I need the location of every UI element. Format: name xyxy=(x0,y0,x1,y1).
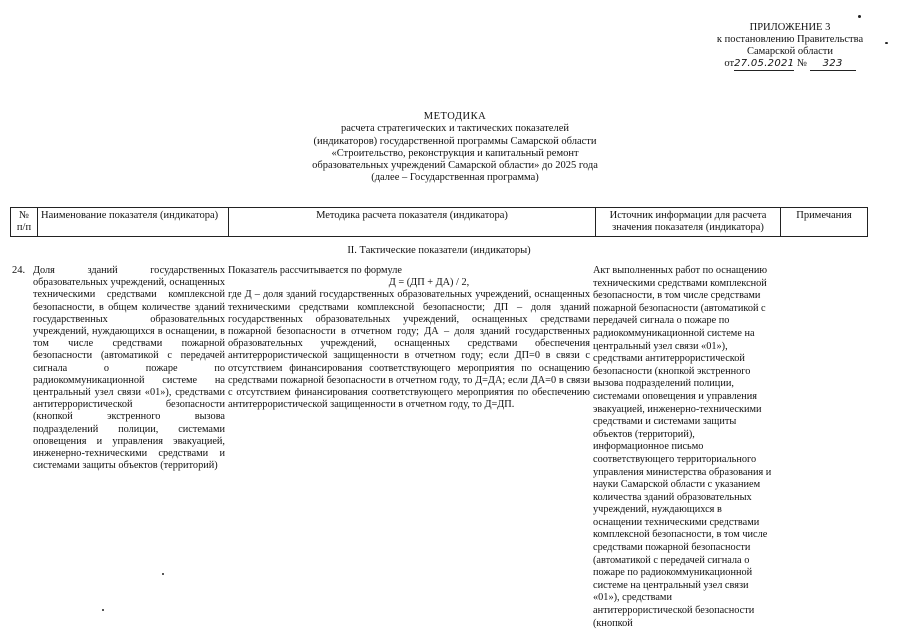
method-body: где Д – доля зданий государственных образовательных учреждений, оснащенных техническими средствами комплексной безопасности; ДП – доля зданий государственных образовательных учреждений, оснащенных средствами пожарной безопасности в отчетном году; ДА – доля зданий государственных образовательных учреждений, оснащенных средствами обеспечения антитеррористической защищенности в отчетном году; если ДП=0 в связи с отсутствием финансирования соответствующего мероприятия по оснащению средствами пожарной безопасности в отчетном году, то Д=ДА; если ДА=0 в связи с отсутствием финансирования соответствующего мероприятия по обеспечению антитеррористической защищенности в отчетном году, то Д=ДП. xyxy=(228,289,590,411)
header-indicator-name: Наименование показателя (индикатора) xyxy=(38,208,229,237)
scan-dot xyxy=(885,42,888,44)
title-line: (далее – Государственная программа) xyxy=(371,172,539,184)
method-cell xyxy=(228,265,590,411)
method-intro: Показатель рассчитывается по формуле xyxy=(228,265,402,276)
table-header xyxy=(10,207,868,237)
scan-dot xyxy=(858,15,861,18)
appendix-title: ПРИЛОЖЕНИЕ 3 xyxy=(749,22,831,33)
appendix-date-line xyxy=(700,58,880,71)
decree-date: 27.05.2021 xyxy=(734,58,795,69)
formula: Д = (ДП + ДА) / 2, xyxy=(388,277,470,289)
header-number: № п/п xyxy=(11,208,38,237)
scan-dot xyxy=(102,609,104,611)
appendix-line-1: к постановлению Правительства xyxy=(716,34,864,45)
section-title: II. Тактические показатели (индикаторы) xyxy=(347,245,531,256)
header-source: Источник информации для расчета значения показателя (индикатора) xyxy=(596,208,781,237)
indicator-name: Доля зданий государственных образовательных учреждений, оснащенных техническими средствами комплексной безопасности, в общем количестве зданий государственных образовательных учреждений, нуждающихся в оснащении, в том числе средствами пожарной безопасности (автоматикой с передачей сигнала о пожаре по радиокоммуникационной системе на центральный узел связи «01»), средствами антитеррористической безопасности (кнопкой экстренного вызова подразделений полиции, системами оповещения и управления эвакуацией, инженерно-техническими средствами и системами защиты объектов (территорий) xyxy=(33,265,225,472)
source-cell: Акт выполненных работ по оснащению техническими средствами комплексной безопасности, в том числе средствами пожарной безопасности (автоматикой с передачей сигнала о пожаре по радиокоммуникационной системе на центральный узел связи «01»), средствами антитеррористической безопасности (кнопкой экстренного вызова подразделений полиции, системами оповещения и управления эвакуацией, инженерно-техническими средствами и системами защиты объектов (территорий), информационное письмо соответствующего территориального управления министерства образования и науки Самарской области с указанием количества зданий образовательных учреждений, нуждающихся в оснащении техническими средствами комплексной безопасности, в том числе средствами пожарной безопасности (автоматикой с передачей сигнала о пожаре по радиокоммуникационной системе на центральный узел связи «01»), средствами антитеррористической безопасности (кнопкой xyxy=(593,265,772,629)
date-prefix: от xyxy=(724,58,735,69)
title-line: «Строительство, реконструкция и капитальный ремонт xyxy=(331,147,579,159)
header-method: Методика расчета показателя (индикатора) xyxy=(229,208,596,237)
decree-number: 323 xyxy=(810,58,856,71)
appendix-block xyxy=(700,22,880,71)
title-line: расчета стратегических и тактических показателей xyxy=(341,123,569,135)
title-line: (индикаторов) государственной программы Самарской области xyxy=(313,135,597,147)
header-notes: Примечания xyxy=(781,208,868,237)
methodology-title-block xyxy=(230,111,680,185)
row-number: 24. xyxy=(12,265,26,276)
number-prefix: № xyxy=(796,58,807,69)
appendix-line-2: Самарской области xyxy=(747,46,833,57)
title-line: образовательных учреждений Самарской области» до 2025 года xyxy=(312,160,598,172)
document-heading: МЕТОДИКА xyxy=(423,111,487,122)
scan-dot xyxy=(162,573,164,575)
